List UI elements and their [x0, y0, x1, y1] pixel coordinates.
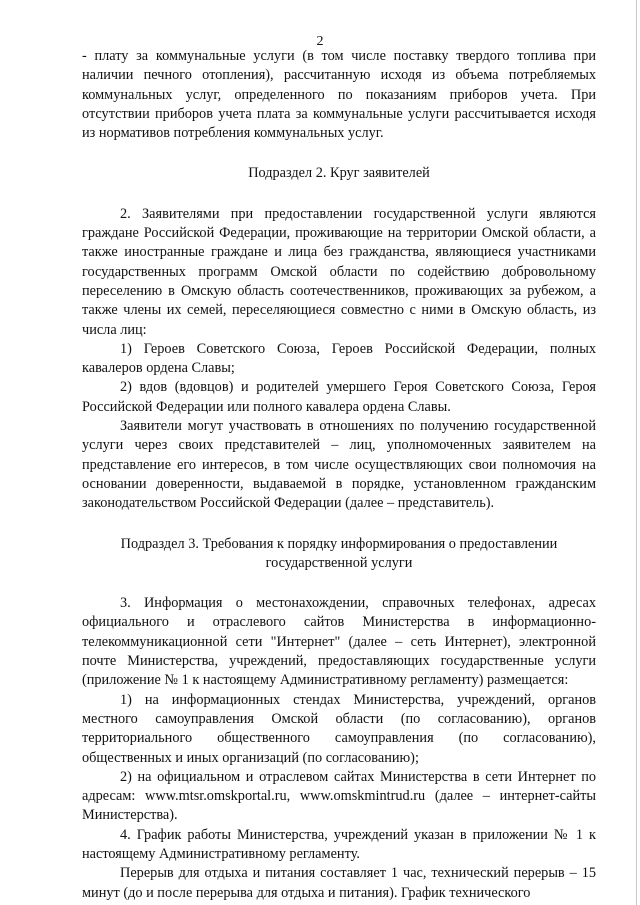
paragraph-breaks: Перерыв для отдыха и питания составляет 1 час, технический перерыв – 15 минут (до и после перерыва для отдыха и питания). График технического: [82, 865, 596, 901]
list-item-heroes: 1) Героев Советского Союза, Героев Российской Федерации, полных кавалеров ордена Славы;: [82, 340, 596, 377]
paragraph-representatives: Заявители могут участвовать в отношениях по получению государственной услуги через своих представителей – лиц, уполномоченных заявителем на представление его интересов, в том числе осуществляющих свои полномочия на основании доверенности, выдаваемой в порядке, установленном гражданским законодательством Российской Федерации (далее – представитель).: [82, 418, 596, 512]
scan-edge-line: [636, 0, 637, 905]
paragraph-information: 3. Информация о местонахождении, справочных телефонах, адресах официального и отраслевого сайтов Министерства в информационно-телекоммуникационной сети "Интернет" (далее – сеть Интернет), электронной почте Министерства, учреждений, предоставляющих государственные услуги (приложение № 1 к настоящему Административному регламенту) размещается:: [82, 595, 596, 689]
list-item-widows: 2) вдов (вдовцов) и родителей умершего Героя Советского Союза, Героя Российской Федерации или полного кавалера ордена Славы.: [82, 379, 596, 415]
paragraph-schedule: 4. График работы Министерства, учреждений указан в приложении № 1 к настоящему Административному регламенту.: [82, 826, 596, 862]
list-item-stands: 1) на информационных стендах Министерства, учреждений, органов местного самоуправления Омской области (по согласованию), органов территориального общественного самоуправления (по согласованию), общественных и иных организаций (по согласованию);: [82, 691, 596, 766]
paragraph-utility-payment: - плату за коммунальные услуги (в том числе поставку твердого топлива при наличии печного отопления), рассчитанную исходя из объема потребляемых коммунальных услуг, определенного по показаниям приборов учета. При отсутствии приборов учета плата за коммунальные услуги рассчитывается исходя из нормативов потребления коммунальных услуг.: [82, 48, 596, 142]
document-body: [82, 47, 596, 903]
list-item-websites: 2) на официальном и отраслевом сайтах Министерства в сети Интернет по адресам: www.mtsr.omskportal.ru, www.omskmintrud.ru (далее – интернет-сайты Министерства).: [82, 768, 596, 824]
subsection-2-heading: Подраздел 2. Круг заявителей: [248, 165, 430, 182]
subsection-3-heading: Подраздел 3. Требования к порядку информирования о предоставлении государственной услуги: [120, 535, 558, 571]
page-number: 2: [316, 34, 324, 49]
paragraph-applicants: 2. Заявителями при предоставлении государственной услуги являются граждане Российской Федерации, проживающие на территории Омской области, а также иностранные граждане и лица без гражданства, являющиеся участниками государственных программ Омской области по содействию добровольному переселению в Омскую область соотечественников, проживающих за рубежом, а также члены их семей, переселяющиеся совместно с ними в Омскую область, из числа лиц:: [82, 205, 596, 338]
